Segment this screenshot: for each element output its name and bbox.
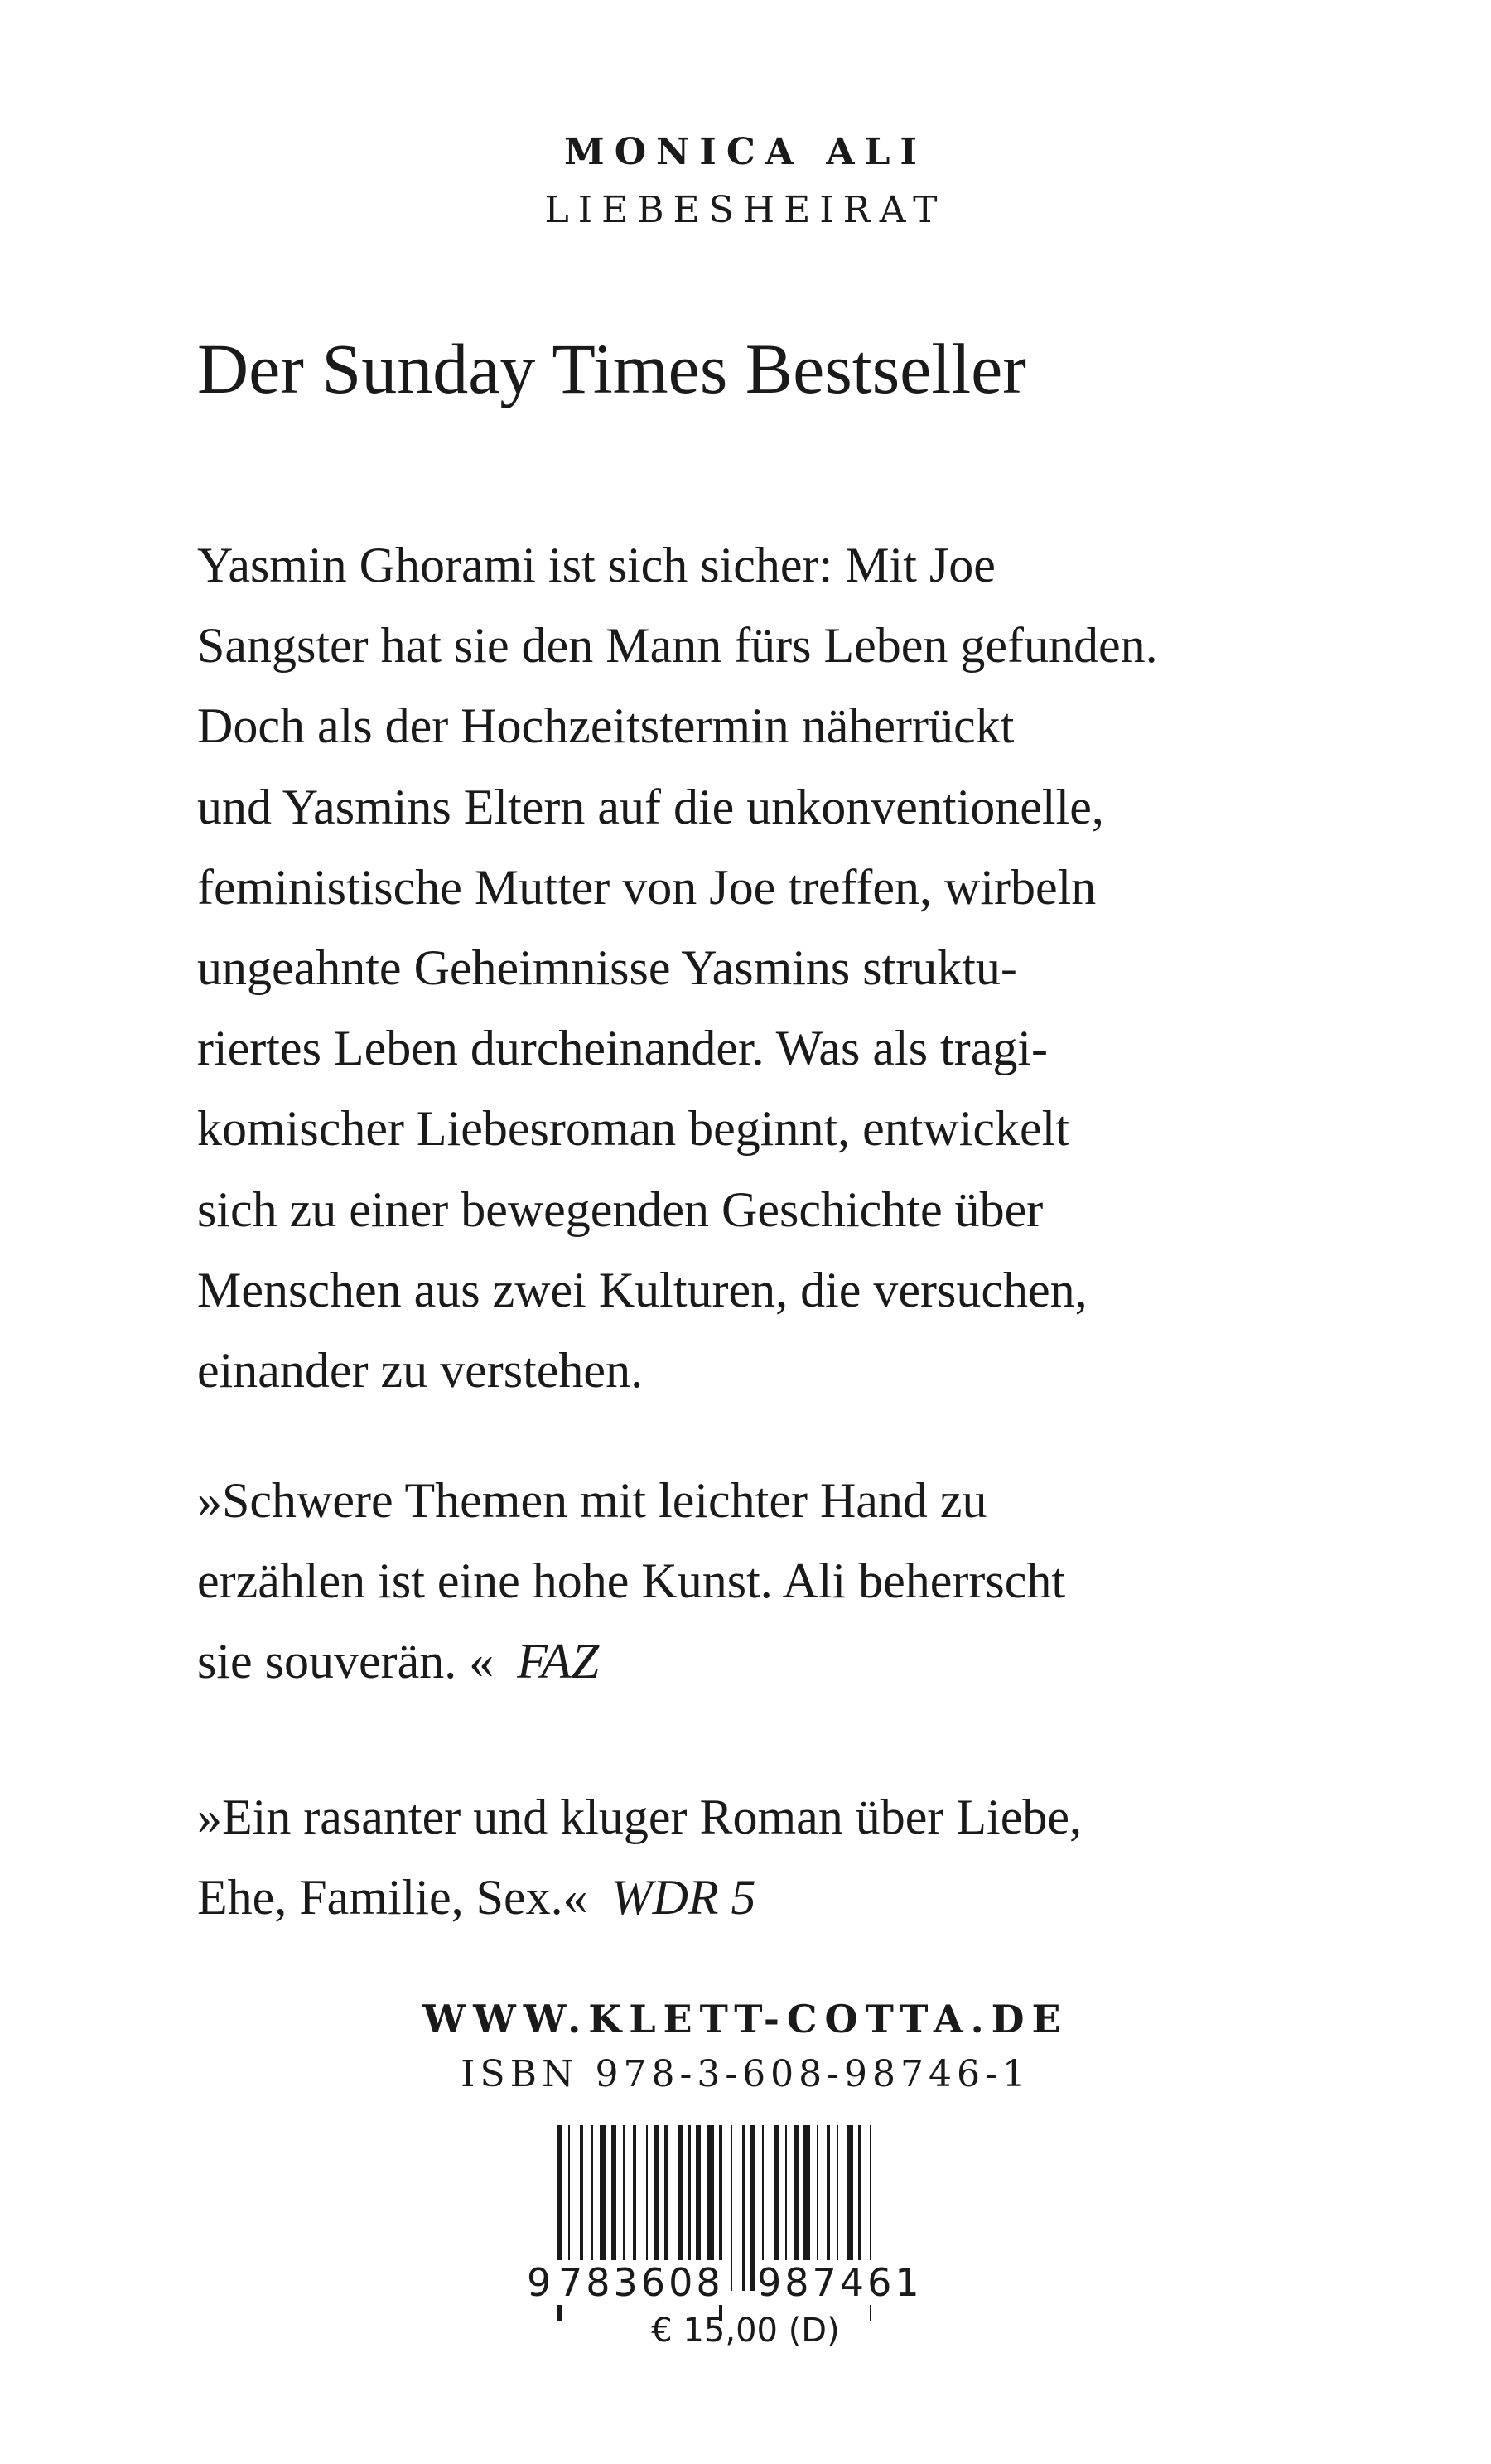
blurb-line: einander zu verstehen. bbox=[197, 1342, 644, 1398]
author-name: MONICA ALI bbox=[564, 131, 927, 173]
barcode-digit-first: 9 bbox=[527, 2260, 555, 2305]
barcode-bar bbox=[742, 2125, 746, 2291]
quote-source: WDR 5 bbox=[610, 1870, 756, 1925]
quote-line bbox=[197, 1621, 1390, 1702]
headline: Der Sunday Times Bestseller bbox=[197, 329, 1026, 408]
blurb-line: und Yasmins Eltern auf die unkonventionelle, bbox=[197, 779, 1104, 834]
quote-line bbox=[197, 1858, 1390, 1938]
blurb-line: komischer Liebesroman beginnt, entwickelt bbox=[197, 1101, 1070, 1157]
quote-line: »Schwere Themen mit leichter Hand zu bbox=[197, 1473, 987, 1528]
quote-line: »Ein rasanter und kluger Roman über Liebe, bbox=[197, 1790, 1082, 1844]
quote-text: Ehe, Familie, Sex.« bbox=[197, 1870, 588, 1925]
isbn: ISBN 978-3-608-98746-1 bbox=[461, 2053, 1030, 2095]
barcode-digit-group-2: 987461 bbox=[757, 2260, 923, 2305]
blurb-line: riertes Leben durcheinander. Was als tragi- bbox=[197, 1021, 1048, 1076]
blurb-line: Menschen aus zwei Kulturen, die versuchen, bbox=[197, 1262, 1088, 1317]
publisher-website: WWW.KLETT-COTTA.DE bbox=[422, 1997, 1069, 2041]
review-quote-faz bbox=[197, 1461, 1390, 1702]
blurb-line: sich zu einer bewegenden Geschichte über bbox=[197, 1181, 1044, 1237]
barcode-digit-group-1: 783608 bbox=[558, 2260, 724, 2305]
quote-text: sie souverän. « bbox=[197, 1634, 495, 1689]
quote-source: FAZ bbox=[517, 1634, 600, 1689]
quote-line: erzählen ist eine hohe Kunst. Ali beherrscht bbox=[197, 1553, 1066, 1608]
price: € 15,00 (D) bbox=[651, 2312, 840, 2350]
blurb-line: Doch als der Hochzeitstermin näherrückt bbox=[197, 698, 1015, 754]
blurb-line: Sangster hat sie den Mann fürs Leben gefunden. bbox=[197, 618, 1158, 674]
blurb-line: Yasmin Ghorami ist sich sicher: Mit Joe bbox=[197, 538, 996, 592]
review-quote-wdr bbox=[197, 1777, 1390, 1938]
book-title: LIEBESHEIRAT bbox=[544, 189, 947, 231]
blurb-line: ungeahnte Geheimnisse Yasmins struktu- bbox=[197, 940, 1017, 995]
barcode-bar bbox=[731, 2125, 732, 2291]
blurb-paragraph bbox=[197, 525, 1390, 1411]
blurb-line: feministische Mutter von Joe treffen, wirbeln bbox=[197, 859, 1097, 915]
